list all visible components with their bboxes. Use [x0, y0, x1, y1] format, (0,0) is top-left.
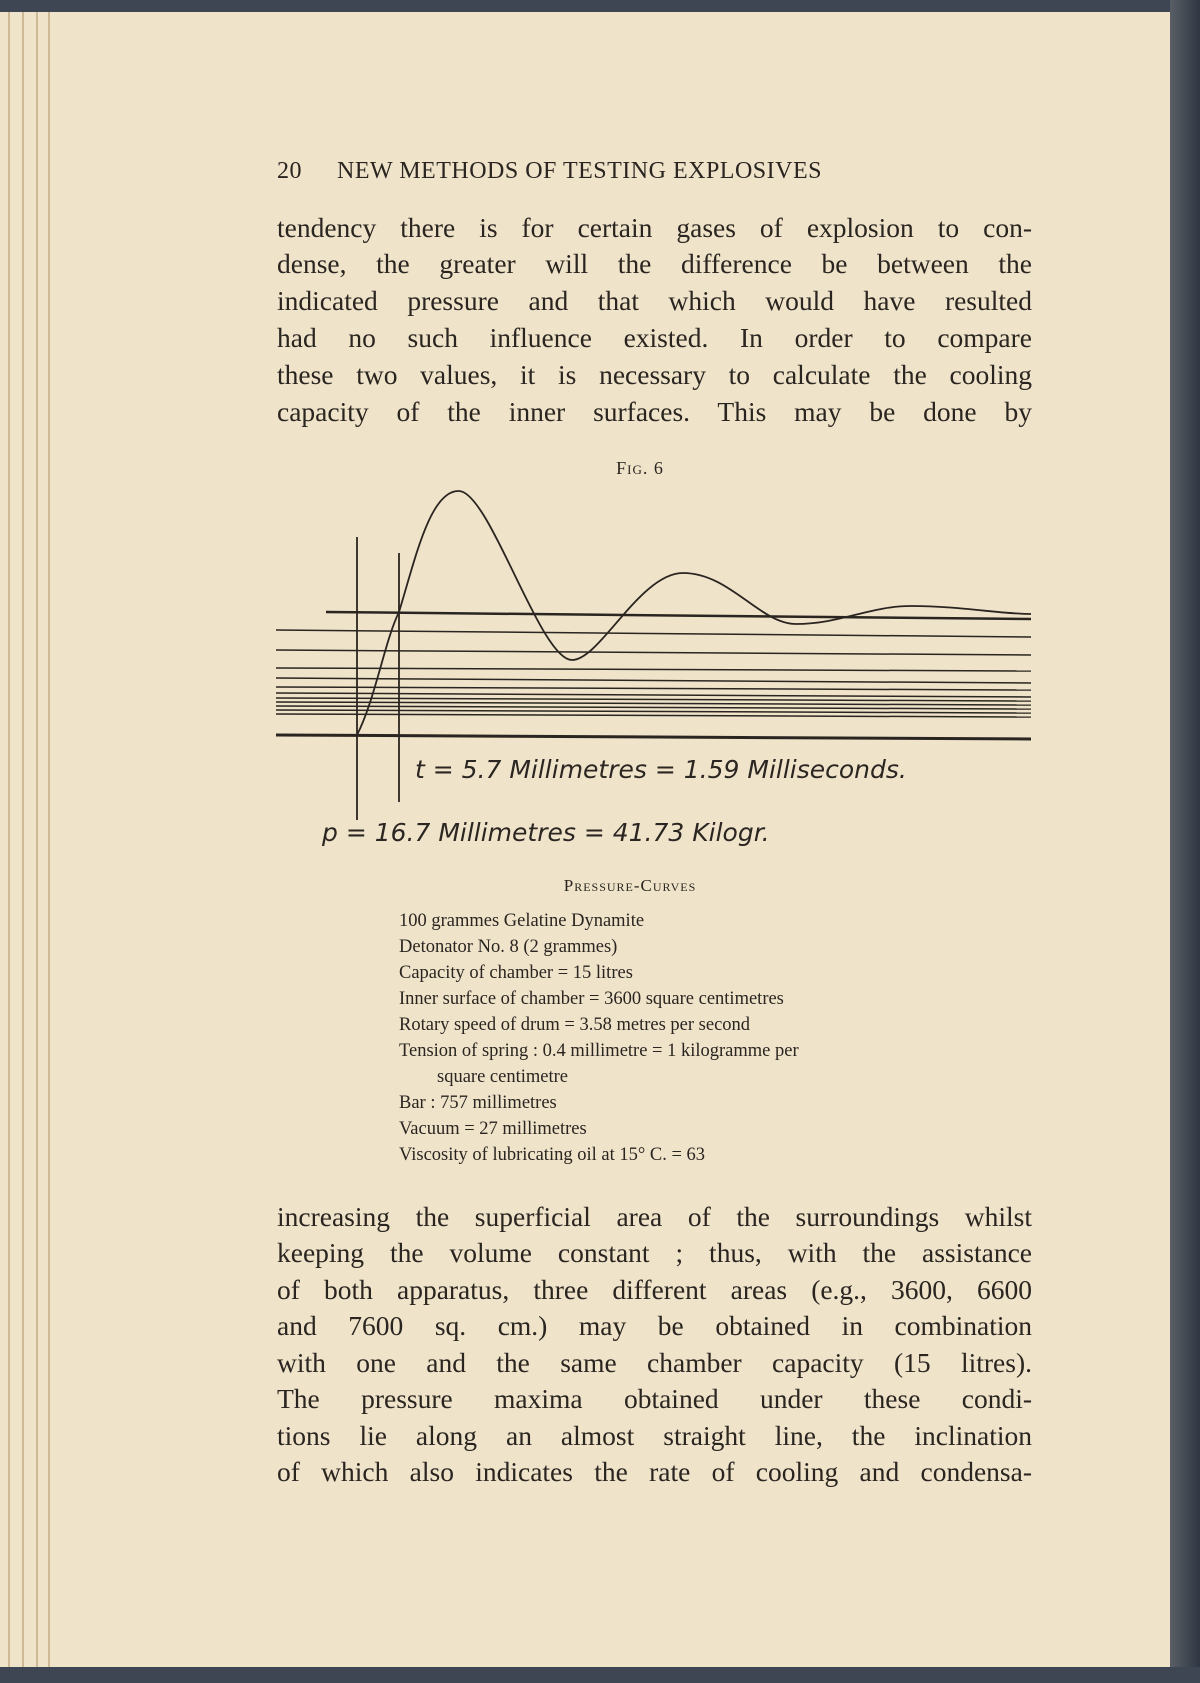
text-line: capacity of the inner surfaces. This may be done by — [277, 396, 1032, 427]
text-line: of which also indicates the rate of cooling and condensa- — [277, 1456, 1032, 1487]
time-label: t = 5.7 Millimetres = 1.59 Milliseconds. — [415, 755, 907, 784]
text-line: increasing the superficial area of the surroundings whilst — [277, 1201, 1032, 1232]
pressure-label: p = 16.7 Millimetres = 41.73 Kilogr. — [322, 818, 770, 847]
text-line: dense, the greater will the difference be between the — [277, 248, 1032, 279]
text-line: and 7600 sq. cm.) may be obtained in combination — [277, 1310, 1032, 1341]
reference-line — [276, 650, 1031, 655]
page-number: 20 — [277, 158, 302, 184]
spec-line: Rotary speed of drum = 3.58 metres per second — [399, 1015, 751, 1035]
text-line: had no such influence existed. In order to compare — [277, 322, 1032, 353]
spec-line: Viscosity of lubricating oil at 15° C. = 63 — [399, 1145, 706, 1165]
text-line: tendency there is for certain gases of explosion to con- — [277, 212, 1032, 243]
spec-line: Vacuum = 27 millimetres — [399, 1119, 587, 1139]
reference-line — [276, 706, 1031, 709]
text-line: indicated pressure and that which would have resulted — [277, 285, 1032, 316]
spec-line: Capacity of chamber = 15 litres — [399, 963, 633, 983]
running-title: NEW METHODS OF TESTING EXPLOSIVES — [337, 158, 822, 184]
reference-line — [326, 612, 1031, 619]
reference-line — [276, 678, 1031, 683]
spec-line: Bar : 757 millimetres — [399, 1093, 557, 1113]
spec-line: 100 grammes Gelatine Dynamite — [399, 911, 645, 931]
text-line: The pressure maxima obtained under these condi- — [277, 1383, 1032, 1414]
spec-line: Detonator No. 8 (2 grammes) — [399, 937, 618, 957]
reference-line — [276, 702, 1031, 705]
spec-line: Tension of spring : 0.4 millimetre = 1 kilogramme per — [399, 1041, 799, 1061]
spec-line: square centimetre — [437, 1067, 568, 1087]
spec-line: Inner surface of chamber = 3600 square centimetres — [399, 989, 784, 1009]
reference-line — [276, 693, 1031, 697]
text-line: with one and the same chamber capacity (15 litres). — [277, 1347, 1032, 1378]
reference-line — [276, 668, 1031, 671]
reference-line — [276, 687, 1031, 690]
reference-line — [276, 710, 1031, 713]
figure-label: Fig. 6 — [616, 458, 664, 478]
reference-line — [276, 698, 1031, 701]
text-line: keeping the volume constant ; thus, with the assistance — [277, 1237, 1032, 1268]
reference-line — [276, 714, 1031, 717]
baseline — [276, 735, 1031, 739]
text-line: tions lie along an almost straight line, the inclination — [277, 1420, 1032, 1451]
text-line: these two values, it is necessary to calculate the cooling — [277, 359, 1032, 390]
text-line: of both apparatus, three different areas (e.g., 3600, 6600 — [277, 1274, 1032, 1305]
figure-caption: Pressure-Curves — [563, 876, 697, 895]
